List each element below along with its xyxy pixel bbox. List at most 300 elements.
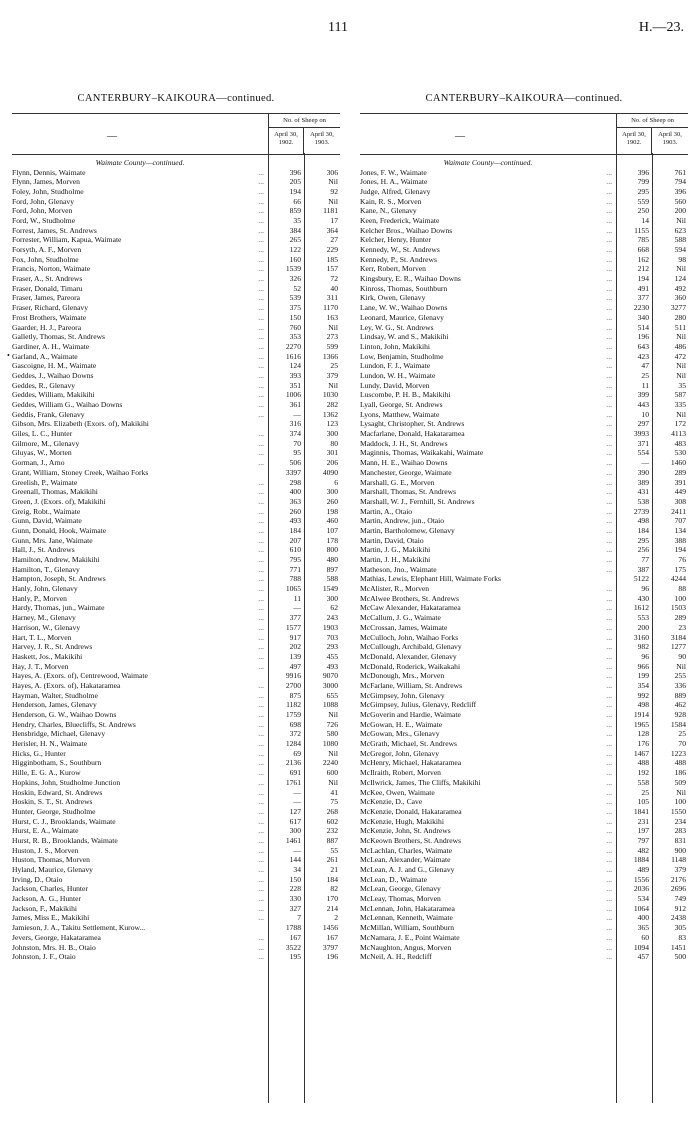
table-row <box>360 633 688 643</box>
leader-dots: ... <box>606 622 612 632</box>
sheep-1903: Nil <box>328 777 338 787</box>
table-row <box>12 904 340 914</box>
owner-name: Forsyth, A. F., Morven <box>12 245 82 254</box>
leader-dots: ... <box>258 351 264 361</box>
owner-name: Linton, John, Makikihi <box>360 341 431 351</box>
owner-name: Harrison, W., Glenavy <box>12 622 81 632</box>
sheep-1903: 306 <box>326 167 338 177</box>
sheep-1902: 2036 <box>633 884 649 894</box>
table-row <box>360 875 688 885</box>
sheep-1903: 703 <box>326 632 338 642</box>
sheep-1903: 335 <box>674 400 686 409</box>
table-row <box>12 739 340 749</box>
sheep-1903: 232 <box>326 826 338 836</box>
table-row <box>12 729 340 739</box>
owner-name: McCaw Alexander, Hakataramea <box>360 603 461 613</box>
leader-dots: ... <box>606 322 612 332</box>
leader-dots: ... <box>606 942 612 952</box>
sheep-1903: 35 <box>678 380 686 390</box>
owner-name: McLeay, Thomas, Morven <box>360 894 441 904</box>
left-year2-header: April 30, 1903. <box>310 131 334 146</box>
right-subheading: Waimate County—continued. <box>443 158 533 167</box>
table-row <box>360 410 688 420</box>
left-sheep-header: No. of Sheep on <box>268 114 340 128</box>
sheep-1903: 360 <box>674 293 686 303</box>
table-row <box>12 758 340 768</box>
owner-name: Gascoigne, H. M., Waimate <box>12 361 97 371</box>
sheep-1902: 197 <box>637 826 649 836</box>
left-title: CANTERBURY–KAIKOURA—continued. <box>77 93 275 104</box>
owner-name: McFarlane, William, St. Andrews <box>360 680 463 690</box>
sheep-1903: 1549 <box>322 584 338 594</box>
table-row <box>360 206 688 216</box>
table-row <box>12 817 340 827</box>
sheep-1903: 1366 <box>322 351 338 361</box>
table-row <box>12 468 340 478</box>
leader-dots: ... <box>258 400 264 409</box>
owner-name: Hanly, John, Glenavy <box>12 584 78 594</box>
sheep-1902: 70 <box>293 438 301 448</box>
leader-dots: ... <box>258 245 264 254</box>
sheep-1902: 1064 <box>633 903 649 913</box>
leader-dots: ... <box>606 215 612 225</box>
table-row <box>12 749 340 759</box>
leader-dots: ... <box>606 768 612 778</box>
leader-dots: ... <box>606 186 612 196</box>
owner-name: Forrest, James, St. Andrews <box>12 225 97 235</box>
sheep-1902: 295 <box>637 186 649 196</box>
leader-dots: ... <box>606 496 612 506</box>
owner-name: McGregor, John, Glenavy <box>360 748 439 758</box>
sheep-1902: 1467 <box>633 748 649 758</box>
table-row <box>360 884 688 894</box>
sheep-1903: 124 <box>674 274 686 284</box>
table-row <box>12 788 340 798</box>
leader-dots: ... <box>606 700 612 710</box>
table-row <box>12 245 340 255</box>
table-row <box>12 826 340 836</box>
leader-dots: ... <box>258 884 264 894</box>
leader-dots: ... <box>258 215 264 225</box>
page-reference: H.—23. <box>638 20 684 35</box>
leader-dots: ... <box>606 254 612 264</box>
sheep-1903: 157 <box>326 264 338 274</box>
table-row <box>12 293 340 303</box>
sheep-1902: 34 <box>293 865 301 874</box>
owner-name: McCrossan, James, Waimate <box>360 622 448 632</box>
leader-dots: ... <box>606 312 612 322</box>
sheep-1902: 538 <box>637 496 649 506</box>
owner-name: Hayes, A. (Exors. of), Hakataramea <box>12 680 121 690</box>
owner-name: McGrath, Michael, St. Andrews <box>360 739 458 749</box>
sheep-1903: Nil <box>676 409 686 419</box>
table-row <box>360 749 688 759</box>
leader-dots: ... <box>606 690 612 700</box>
sheep-1902: 760 <box>289 322 301 332</box>
sheep-1903: 305 <box>674 923 686 933</box>
sheep-1903: 511 <box>674 322 686 332</box>
owner-name: Johnston, Mrs. H. B., Otaio <box>12 942 96 952</box>
table-row <box>360 826 688 836</box>
owner-name: McGoverin and Hardie, Waimate <box>360 710 461 719</box>
sheep-1903: 178 <box>326 535 338 545</box>
leader-dots: ... <box>606 584 612 594</box>
table-row <box>12 303 340 313</box>
table-row <box>360 264 688 274</box>
table-row <box>360 516 688 526</box>
table-row <box>360 594 688 604</box>
table-row <box>360 497 688 507</box>
table-row <box>360 478 688 488</box>
sheep-1902: 691 <box>289 768 301 778</box>
sheep-1902: 1461 <box>285 835 301 845</box>
owner-name: McKenzie, Donald, Hakataramea <box>360 806 462 816</box>
owner-name: Foley, John, Studholme <box>12 186 84 196</box>
table-row <box>360 390 688 400</box>
table-row <box>360 671 688 681</box>
sheep-1902: 558 <box>637 777 649 787</box>
sheep-1903: 186 <box>674 768 686 778</box>
owner-name: Geddes, J., Waihao Downs <box>12 370 94 380</box>
owner-name: Jevers, George, Hakataramea <box>12 932 101 942</box>
table-row <box>360 836 688 846</box>
sheep-1902: 2700 <box>285 680 301 690</box>
sheep-1903: Nil <box>328 380 338 390</box>
sheep-1902: 77 <box>641 555 649 564</box>
leader-dots: ... <box>258 303 264 313</box>
sheep-1902: 5122 <box>633 574 649 584</box>
sheep-1903: 594 <box>674 245 686 254</box>
sheep-1903: 90 <box>678 651 686 661</box>
leader-dots: ... <box>606 593 612 603</box>
table-row <box>360 768 688 778</box>
table-row <box>12 555 340 565</box>
owner-name: Lyons, Matthew, Waimate <box>360 409 440 419</box>
table-row <box>12 323 340 333</box>
sheep-1902: — <box>293 603 301 613</box>
left-table-body <box>7 153 340 1103</box>
leader-dots: ... <box>258 690 264 700</box>
leader-dots: ... <box>258 768 264 778</box>
table-row <box>360 507 688 517</box>
sheep-1903: 214 <box>326 903 338 913</box>
owner-name: Matheson, Jno., Waimate <box>360 564 437 574</box>
leader-dots: ... <box>606 380 612 390</box>
leader-dots: ... <box>258 835 264 845</box>
leader-dots: ... <box>258 710 264 719</box>
sheep-1903: 912 <box>674 903 686 913</box>
table-row <box>12 197 340 207</box>
table-row <box>360 245 688 255</box>
owner-name: McLean, A. J. and G., Glenavy <box>360 865 455 874</box>
sheep-1903: 1460 <box>670 458 686 468</box>
sheep-1903: 107 <box>326 525 338 535</box>
sheep-1903: 98 <box>678 254 686 264</box>
leader-dots: ... <box>606 274 612 284</box>
table-row <box>12 342 340 352</box>
leader-dots: ... <box>606 361 612 371</box>
sheep-1903: 72 <box>330 274 338 284</box>
sheep-1902: 52 <box>293 283 301 293</box>
sheep-1903: 100 <box>674 593 686 603</box>
sheep-1903: 500 <box>674 952 686 962</box>
sheep-1903: 1030 <box>322 390 338 400</box>
sheep-1903: 2438 <box>670 913 686 923</box>
sheep-1903: 268 <box>326 806 338 816</box>
sheep-1902: 1556 <box>633 874 649 884</box>
owner-name: Johnston, J. F., Otaio <box>12 952 76 962</box>
sheep-1902: 326 <box>289 274 301 284</box>
sheep-1902: 295 <box>637 535 649 545</box>
sheep-1903: 134 <box>674 525 686 535</box>
sheep-1902: 498 <box>637 516 649 526</box>
sheep-1902: 489 <box>637 865 649 874</box>
owner-name: McLean, Alexander, Waimate <box>360 855 451 865</box>
table-row <box>12 536 340 546</box>
leader-dots: ... <box>258 429 264 439</box>
sheep-1902: 387 <box>637 564 649 574</box>
table-row <box>12 613 340 623</box>
leader-dots: ... <box>258 913 264 923</box>
sheep-1903: 280 <box>674 312 686 322</box>
leader-dots: ... <box>606 632 612 642</box>
table-row <box>360 468 688 478</box>
sheep-1902: 559 <box>637 196 649 206</box>
sheep-1903: Nil <box>676 661 686 671</box>
sheep-1903: 229 <box>326 245 338 254</box>
leader-dots: ... <box>258 506 264 516</box>
sheep-1902: 300 <box>289 826 301 836</box>
leader-dots: ... <box>258 700 264 710</box>
sheep-1903: 1170 <box>323 303 338 313</box>
sheep-1903: 27 <box>330 235 338 245</box>
sheep-1903: 800 <box>326 545 338 555</box>
sheep-1902: 375 <box>289 303 301 313</box>
leader-dots: ... <box>606 438 612 448</box>
leader-dots: ... <box>258 642 264 652</box>
sheep-1902: 144 <box>289 855 301 865</box>
sheep-1903: 623 <box>674 225 686 235</box>
table-row <box>360 429 688 439</box>
sheep-1903: 289 <box>674 613 686 623</box>
sheep-1902: 498 <box>637 700 649 710</box>
leader-dots: ... <box>606 651 612 661</box>
table-row <box>360 913 688 923</box>
sheep-1902: 371 <box>637 438 649 448</box>
leader-dots: ... <box>258 816 264 826</box>
owner-name: McCulloch, John, Waihao Forks <box>360 632 459 642</box>
sheep-1903: 184 <box>326 874 338 884</box>
owner-name: Forrester, William, Kapua, Waimate <box>12 235 122 245</box>
owner-name: Higginbotham, S., Southburn <box>12 758 102 768</box>
sheep-1902: 1094 <box>633 942 649 952</box>
sheep-1903: 25 <box>678 729 686 739</box>
owner-name: Hurst, C. J., Brooklands, Waimate <box>12 816 116 826</box>
sheep-1903: 194 <box>674 545 686 555</box>
sheep-1902: 491 <box>637 283 649 293</box>
sheep-1903: 1503 <box>670 603 686 613</box>
sheep-1902: 554 <box>637 448 649 458</box>
owner-name: Lundy, David, Morven <box>360 380 430 390</box>
sheep-1902: 1914 <box>633 710 649 719</box>
table-row <box>360 235 688 245</box>
owner-name: Greig, Robt., Waimate <box>12 506 81 516</box>
leader-dots: ... <box>606 351 612 361</box>
owner-name: Luscombe, P. H. B., Makikihi <box>360 390 451 400</box>
leader-dots: ... <box>606 884 612 894</box>
owner-name: McKeown Brothers, St. Andrews <box>360 835 462 845</box>
owner-name: Geddes, R., Glenavy <box>12 380 76 390</box>
sheep-1903: 261 <box>326 855 338 865</box>
owner-name: Manchester, George, Waimate <box>360 467 452 477</box>
owner-name: Irving, D., Otaio <box>12 874 63 884</box>
owner-name: Green, J. (Exors. of), Makikihi <box>12 496 106 506</box>
owner-name: Gunn, David, Waimate <box>12 516 82 526</box>
owner-name: McIlwrick, James, The Cliffs, Makikihi <box>360 777 481 787</box>
owner-name: McCallum, J. G., Waimate <box>360 613 441 623</box>
sheep-1902: 298 <box>289 477 301 487</box>
table-row <box>12 584 340 594</box>
sheep-1902: 105 <box>637 797 649 807</box>
owner-name: Kirk, Owen, Glenavy <box>360 293 426 303</box>
leader-dots: ... <box>606 477 612 487</box>
owner-name: McNaughton, Angus, Morven <box>360 942 452 952</box>
owner-name: Judge, Alfred, Glenavy <box>360 186 431 196</box>
right-year1-header: April 30, 1902. <box>616 127 652 154</box>
sheep-1902: 1759 <box>285 710 301 719</box>
sheep-1902: 365 <box>637 923 649 933</box>
sheep-1903: 1181 <box>323 206 338 216</box>
sheep-1903: 1456 <box>322 923 338 933</box>
owner-name: Keen, Frederick, Waimate <box>360 215 440 225</box>
owner-name: Francis, Norton, Waimate <box>12 264 91 274</box>
sheep-1903: 761 <box>674 167 686 177</box>
table-row <box>360 865 688 875</box>
sheep-1902: 250 <box>637 206 649 216</box>
leader-dots: ... <box>606 264 612 274</box>
sheep-1903: 928 <box>674 710 686 719</box>
sheep-1903: 1277 <box>670 642 686 652</box>
leader-dots: ... <box>606 225 612 235</box>
owner-name: Martin, Andrew, jun., Otaio <box>360 516 445 526</box>
leader-dots: ... <box>606 865 612 874</box>
sheep-1903: 486 <box>674 341 686 351</box>
sheep-1902: 25 <box>641 787 649 797</box>
leader-dots: ... <box>606 235 612 245</box>
table-row <box>360 584 688 594</box>
leader-dots: ... <box>258 458 264 468</box>
sheep-1902: 1761 <box>285 777 301 787</box>
sheep-1902: — <box>293 797 301 807</box>
table-row <box>360 681 688 691</box>
table-row <box>12 487 340 497</box>
leader-dots: ... <box>606 603 612 613</box>
sheep-1903: Nil <box>328 177 338 187</box>
leader-dots: ... <box>258 855 264 865</box>
table-row <box>12 846 340 856</box>
leader-dots: ... <box>606 903 612 913</box>
leader-dots: ... <box>258 826 264 836</box>
table-row <box>12 662 340 672</box>
sheep-1902: 610 <box>289 545 301 555</box>
leader-dots: ... <box>258 787 264 797</box>
left-name-column-header: — <box>107 131 117 142</box>
table-row <box>360 371 688 381</box>
table-row <box>12 313 340 323</box>
sheep-1902: 966 <box>637 661 649 671</box>
leader-dots: ... <box>258 196 264 206</box>
sheep-1902: 195 <box>289 952 301 962</box>
sheep-1902: 497 <box>289 661 301 671</box>
table-row <box>360 894 688 904</box>
sheep-1902: 363 <box>289 496 301 506</box>
sheep-1902: — <box>293 845 301 855</box>
sheep-1902: 256 <box>637 545 649 555</box>
leader-dots: ... <box>606 806 612 816</box>
leader-dots: ... <box>606 671 612 681</box>
table-row <box>12 642 340 652</box>
table-row <box>12 419 340 429</box>
leader-dots: ... <box>606 525 612 535</box>
sheep-1902: 124 <box>289 361 301 371</box>
owner-name: McKenzie, Hugh, Makikihi <box>360 816 444 826</box>
owner-name: Hamilton, T., Glenavy <box>12 564 80 574</box>
leader-dots: ... <box>606 390 612 400</box>
owner-name: McNamara, J. E., Point Waimate <box>360 932 460 942</box>
table-row <box>12 284 340 294</box>
table-row <box>360 797 688 807</box>
sheep-1903: 123 <box>326 419 338 429</box>
leader-dots: ... <box>606 758 612 768</box>
owner-name: Kane, N., Glenavy <box>360 206 417 216</box>
sheep-1903: 311 <box>326 293 338 303</box>
leader-dots: ... <box>258 341 264 351</box>
sheep-1902: 534 <box>637 894 649 904</box>
owner-name: Fraser, A., St. Andrews <box>12 274 83 284</box>
sheep-1902: 1284 <box>285 739 301 749</box>
sheep-1902: 390 <box>637 467 649 477</box>
leader-dots: ... <box>258 661 264 671</box>
table-row <box>360 361 688 371</box>
owner-name: Greelish, P., Waimate <box>12 477 78 487</box>
sheep-1902: 354 <box>637 680 649 690</box>
right-table-body <box>360 153 688 1103</box>
sheep-1902: 2270 <box>285 341 301 351</box>
sheep-1903: 1362 <box>322 409 338 419</box>
sheep-1902: 361 <box>289 400 301 409</box>
sheep-1902: 443 <box>637 400 649 409</box>
sheep-1902: 875 <box>289 690 301 700</box>
leader-dots: ... <box>258 797 264 807</box>
sheep-1903: 25 <box>330 361 338 371</box>
table-row <box>12 526 340 536</box>
table-row <box>12 177 340 187</box>
leader-dots: ... <box>258 361 264 371</box>
leader-dots: ... <box>606 710 612 719</box>
sheep-1902: 260 <box>289 506 301 516</box>
sheep-1902: 1788 <box>285 923 301 933</box>
sheep-1903: 509 <box>674 777 686 787</box>
sheep-1902: 205 <box>289 177 301 187</box>
sheep-1902: 384 <box>289 225 301 235</box>
sheep-1903: 897 <box>326 564 338 574</box>
table-row <box>360 652 688 662</box>
table-row <box>12 681 340 691</box>
leader-dots: ... <box>606 719 612 729</box>
leader-dots: ... <box>258 487 264 497</box>
leader-dots: ... <box>258 651 264 661</box>
leader-dots: ... <box>606 661 612 671</box>
